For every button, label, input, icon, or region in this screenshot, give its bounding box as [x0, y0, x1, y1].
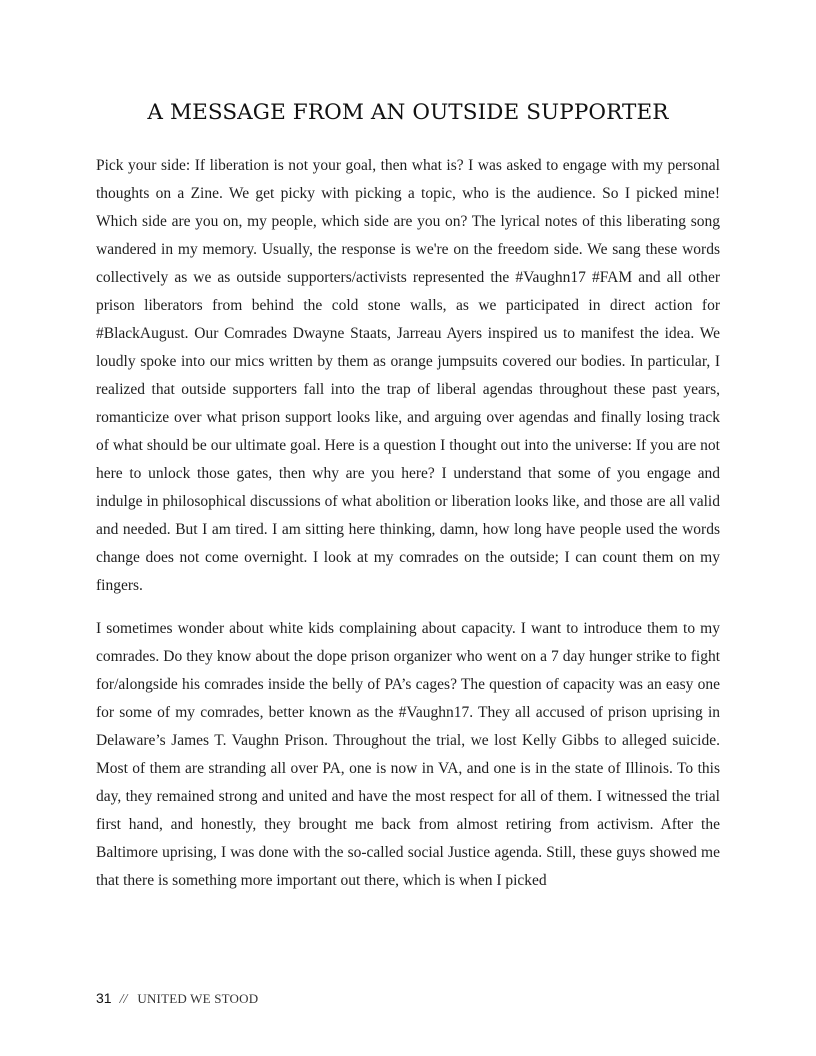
article-body: [96, 152, 720, 895]
page-footer: [96, 990, 258, 1008]
footer-separator: //: [119, 992, 128, 1007]
page-number: 31: [96, 990, 112, 1006]
paragraph-2: I sometimes wonder about white kids complaining about capacity. I want to introduce them to my comrades. Do they know about the dope prison organizer who went on a 7 day hunger strike to fight for/alongside his comrades inside the belly of PA’s cages? The question of capacity was an easy one for some of my comrades, better known as the #Vaughn17. They all accused of prison uprising in Delaware’s James T. Vaughn Prison. Throughout the trial, we lost Kelly Gibbs to alleged suicide. Most of them are stranding all over PA, one is now in VA, and one is in the state of Illinois. To this day, they remained strong and united and have the most respect for all of them. I witnessed the trial first hand, and honestly, they brought me back from almost retiring from activism. After the Baltimore uprising, I was done with the so-called social Justice agenda. Still, these guys showed me that there is something more important out there, which is when I picked: [96, 620, 720, 889]
running-title: UNITED WE STOOD: [137, 991, 259, 1006]
paragraph-1: Pick your side: If liberation is not your goal, then what is? I was asked to engage with my personal thoughts on a Zine. We get picky with picking a topic, who is the audience. So I picked mine! Which side are you on, my people, which side are you on? The lyrical notes of this liberating song wandered in my memory. Usually, the response is we're on the freedom side. We sang these words collectively as we as outside supporters/activists represented the #Vaughn17 #FAM and all other prison liberators from behind the cold stone walls, as we participated in direct action for #BlackAugust. Our Comrades Dwayne Staats, Jarreau Ayers inspired us to manifest the idea. We loudly spoke into our mics written by them as orange jumpsuits covered our bodies. In particular, I realized that outside supporters fall into the trap of liberal agendas throughout these past years, romanticize over what prison support looks like, and arguing over agendas and finally losing track of what should be our ultimate goal. Here is a question I thought out into the universe: If you are not here to unlock those gates, then why are you here? I understand that some of you engage and indulge in philosophical discussions of what abolition or liberation looks like, and those are all valid and needed. But I am tired. I am sitting here thinking, damn, how long have people used the words change does not come overnight. I look at my comrades on the outside; I can count them on my fingers.: [96, 157, 720, 594]
page-title: A MESSAGE FROM AN OUTSIDE SUPPORTER: [147, 100, 669, 125]
